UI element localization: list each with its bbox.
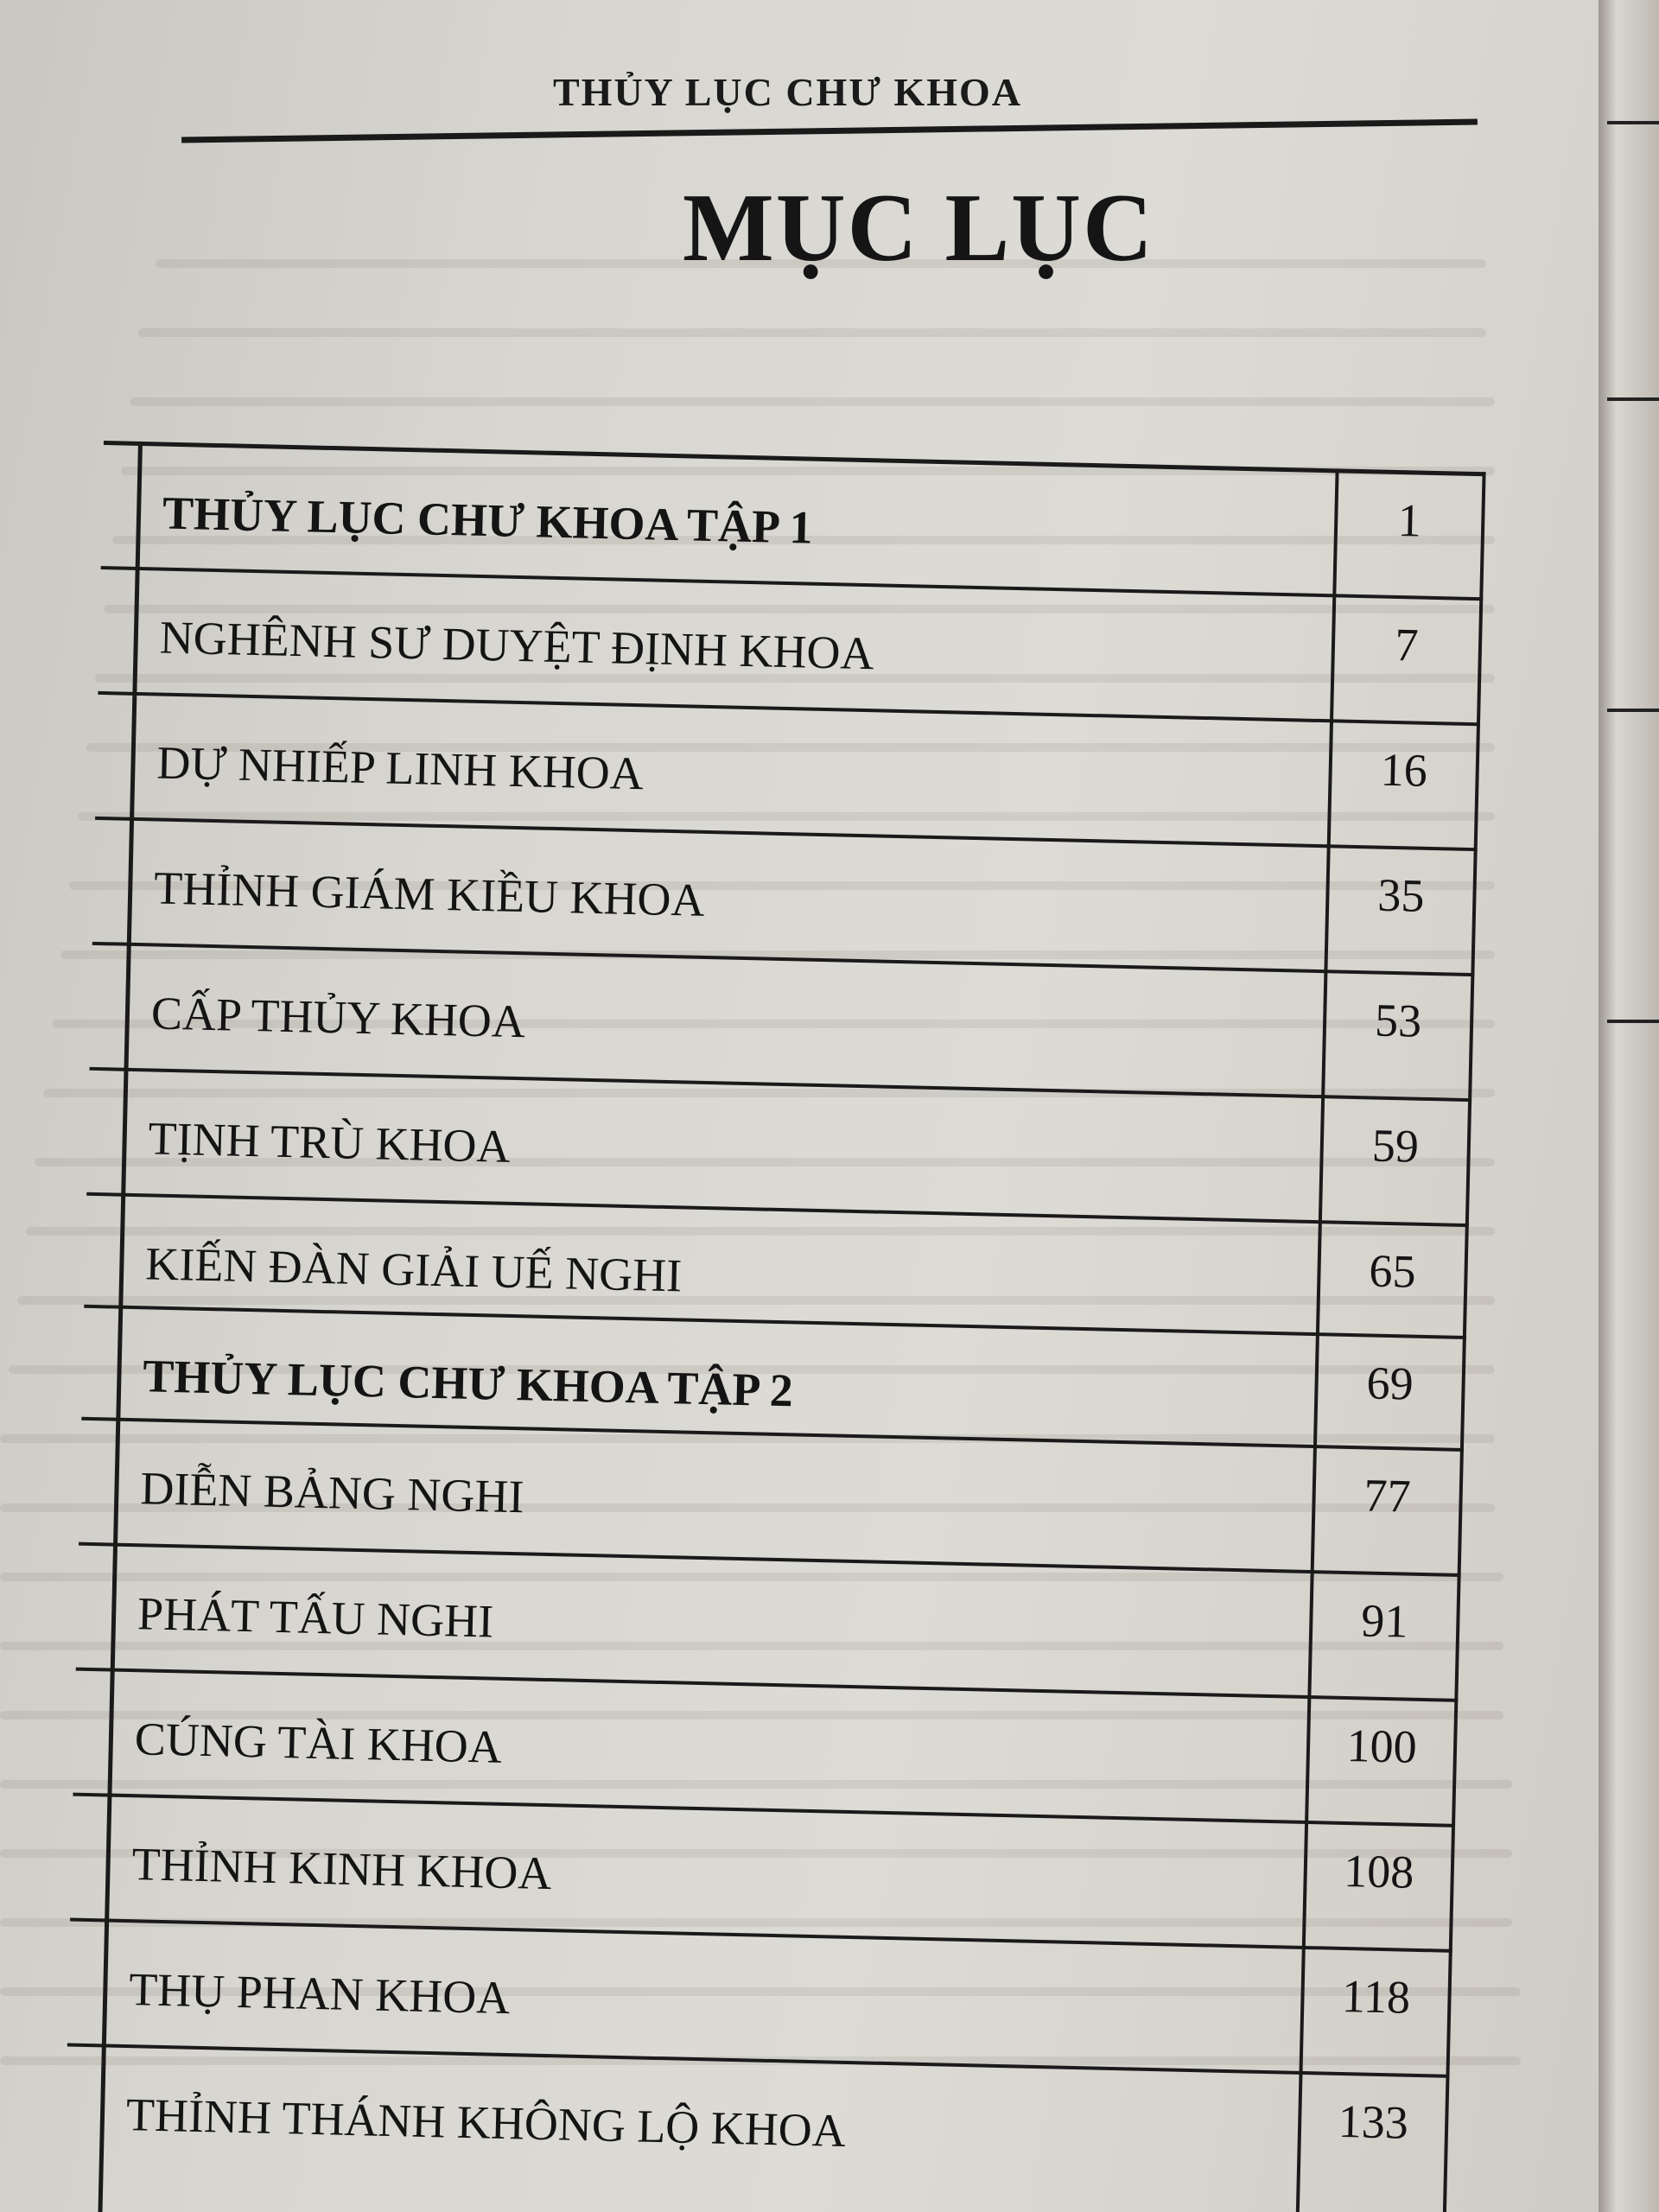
toc-entry-title: TỊNH TRÙ KHOA — [148, 1112, 512, 1173]
toc-entry-title: PHÁT TẤU NGHI — [137, 1587, 494, 1648]
toc-row — [90, 942, 1474, 1080]
adjacent-page-edge — [1599, 0, 1659, 2212]
page-title: MỤC LỤC — [683, 175, 1154, 282]
toc-entry-title: THỈNH GIÁM KIỀU KHOA — [153, 861, 706, 926]
toc-page-number: 7 — [1394, 618, 1420, 671]
toc-row — [65, 2044, 1449, 2182]
toc-entry-title: DIỄN BẢNG NGHI — [139, 1462, 525, 1523]
toc-row — [71, 1793, 1455, 1931]
toc-page-number: 133 — [1338, 2094, 1409, 2149]
header-rule — [181, 119, 1478, 143]
toc-page-number: 59 — [1371, 1119, 1420, 1173]
toc-row — [73, 1668, 1458, 1806]
toc-row — [87, 1067, 1471, 1205]
toc-entry-title: DỰ NHIẾP LINH KHOA — [156, 736, 645, 800]
toc-row — [99, 566, 1483, 704]
toc-row — [67, 1918, 1452, 2056]
toc-entry-title: THỤ PHAN KHOA — [128, 1963, 511, 2024]
table-of-contents — [63, 441, 1485, 2212]
running-header: THỦY LỤC CHƯ KHOA — [553, 70, 1022, 114]
toc-entry-title: CÚNG TÀI KHOA — [134, 1713, 503, 1773]
toc-entry-title: KIẾN ĐÀN GIẢI UẾ NGHI — [144, 1237, 683, 1302]
toc-row — [76, 1542, 1460, 1681]
toc-row — [96, 691, 1480, 830]
toc-page-number: 53 — [1374, 994, 1422, 1047]
toc-entry-title: CẤP THỦY KHOA — [150, 987, 526, 1048]
toc-row — [101, 441, 1485, 580]
toc-page-number: 118 — [1341, 1969, 1411, 2024]
toc-page-number: 16 — [1380, 743, 1428, 797]
toc-page-number: 91 — [1360, 1594, 1409, 1648]
toc-page-number: 1 — [1397, 494, 1422, 547]
toc-row — [92, 817, 1477, 955]
toc-entry-title: NGHÊNH SƯ DUYỆT ĐỊNH KHOA — [159, 611, 875, 680]
toc-entry-title: THỈNH THÁNH KHÔNG LỘ KHOA — [125, 2088, 847, 2157]
toc-page-number: 77 — [1363, 1469, 1412, 1522]
toc-entry-title: THỦY LỤC CHƯ KHOA TẬP 2 — [142, 1350, 794, 1417]
toc-page-number: 69 — [1365, 1357, 1414, 1410]
toc-page-number: 65 — [1368, 1244, 1417, 1298]
toc-entry-title: THỦY LỤC CHƯ KHOA TẬP 1 — [162, 486, 814, 554]
toc-entry-title: THỈNH KINH KHOA — [130, 1838, 553, 1900]
toc-page-number: 35 — [1376, 868, 1426, 922]
toc-page-number: 100 — [1345, 1719, 1418, 1773]
toc-page-number: 108 — [1343, 1844, 1414, 1898]
